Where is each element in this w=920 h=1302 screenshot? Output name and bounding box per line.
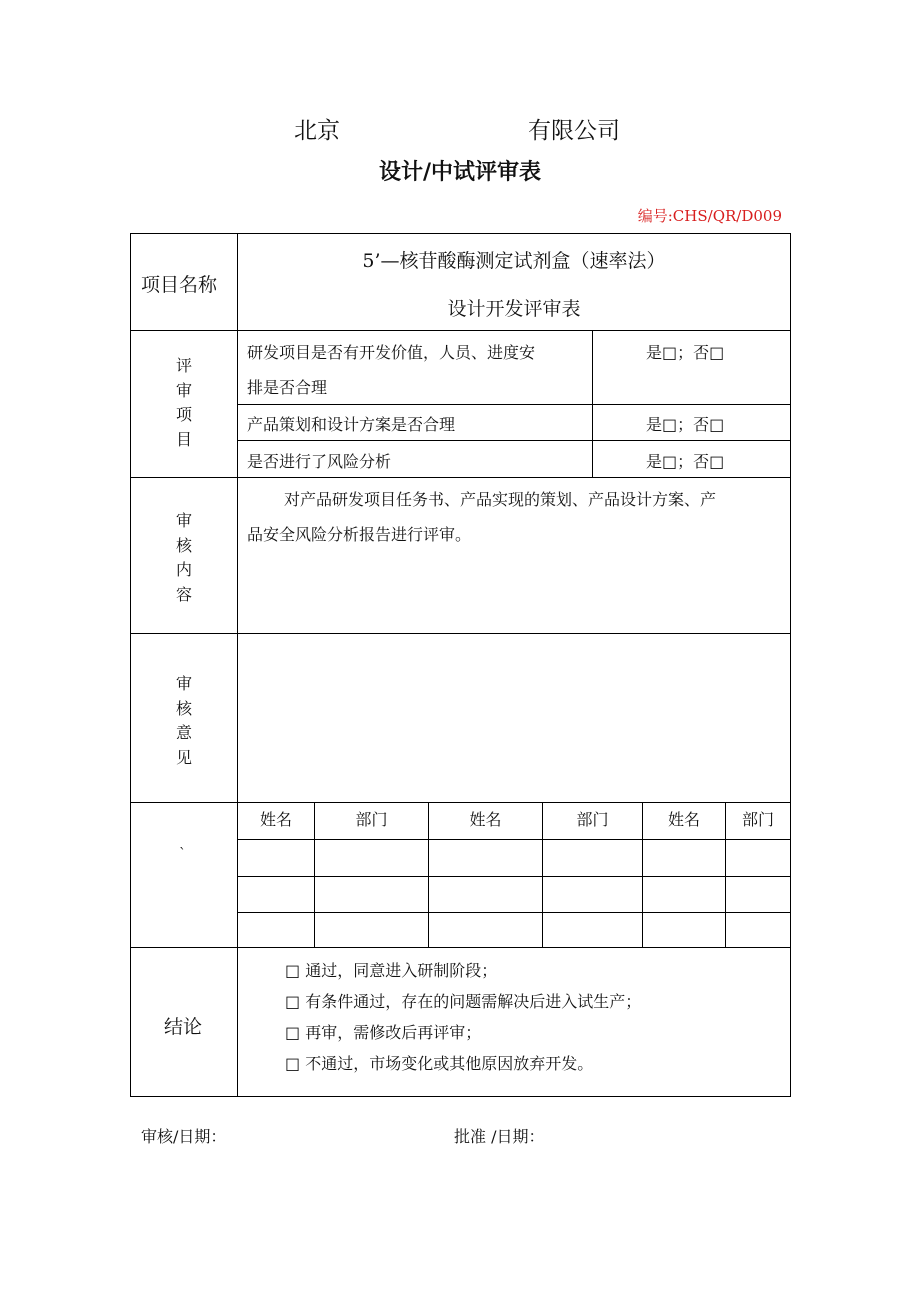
form-title: 设计/中试评审表 [378,160,542,185]
review-item-1-text-line1: 研发项目是否有开发价值，人员、进度安 [247,343,536,362]
participants-header-dept-3: 部门 [741,810,774,829]
participants-header-dept-1: 部门 [355,810,388,829]
conclusion-label: 结论 [164,1016,203,1038]
conclusion-option-pass[interactable]: □ 通过，同意进入研制阶段； [285,961,498,980]
conclusion-option-conditional[interactable]: □ 有条件通过，存在的问题需解决后进入试生产； [285,992,642,1011]
participants-header-dept-2: 部门 [576,810,609,829]
review-item-2-choice[interactable]: 是□；否□ [646,415,725,434]
company-name-right: 有限公司 [528,118,620,144]
project-name-line2: 设计开发评审表 [447,298,581,320]
participants-header-name-2: 姓名 [469,810,502,829]
company-name-left: 北京 [294,118,340,144]
participants-header-name-1: 姓名 [259,810,292,829]
review-item-2-text: 产品策划和设计方案是否合理 [247,415,456,434]
approve-date-label: 批准 /日期： [454,1127,545,1146]
participants-label: ` [179,846,186,862]
review-item-1-text-line2: 排是否合理 [247,378,328,397]
review-item-1-choice[interactable]: 是□；否□ [646,343,725,362]
conclusion-option-reject[interactable]: □ 不通过，市场变化或其他原因放弃开发。 [285,1054,594,1073]
audit-content-label: 审 核 内 容 [175,511,192,604]
project-name-label: 项目名称 [141,274,218,296]
project-name-line1: 5’—核苷酸酶测定试剂盒（速率法） [362,250,666,272]
review-item-3-text: 是否进行了风险分析 [247,452,392,471]
review-item-3-choice[interactable]: 是□；否□ [646,452,725,471]
audit-content-text-line1: 对产品研发项目任务书、产品实现的策划、产品设计方案、产 [284,490,717,509]
audit-content-text-line2: 品安全风险分析报告进行评审。 [247,525,472,544]
audit-opinion-field[interactable] [240,636,788,800]
participants-header-name-3: 姓名 [667,810,700,829]
audit-opinion-label: 审 核 意 见 [175,674,192,767]
review-date-label: 审核/日期： [141,1127,227,1146]
review-items-label: 评 审 项 目 [175,356,192,449]
document-code: 编号:CHS/QR/D009 [637,207,782,225]
conclusion-option-re-review[interactable]: □ 再审，需修改后再评审； [285,1023,482,1042]
